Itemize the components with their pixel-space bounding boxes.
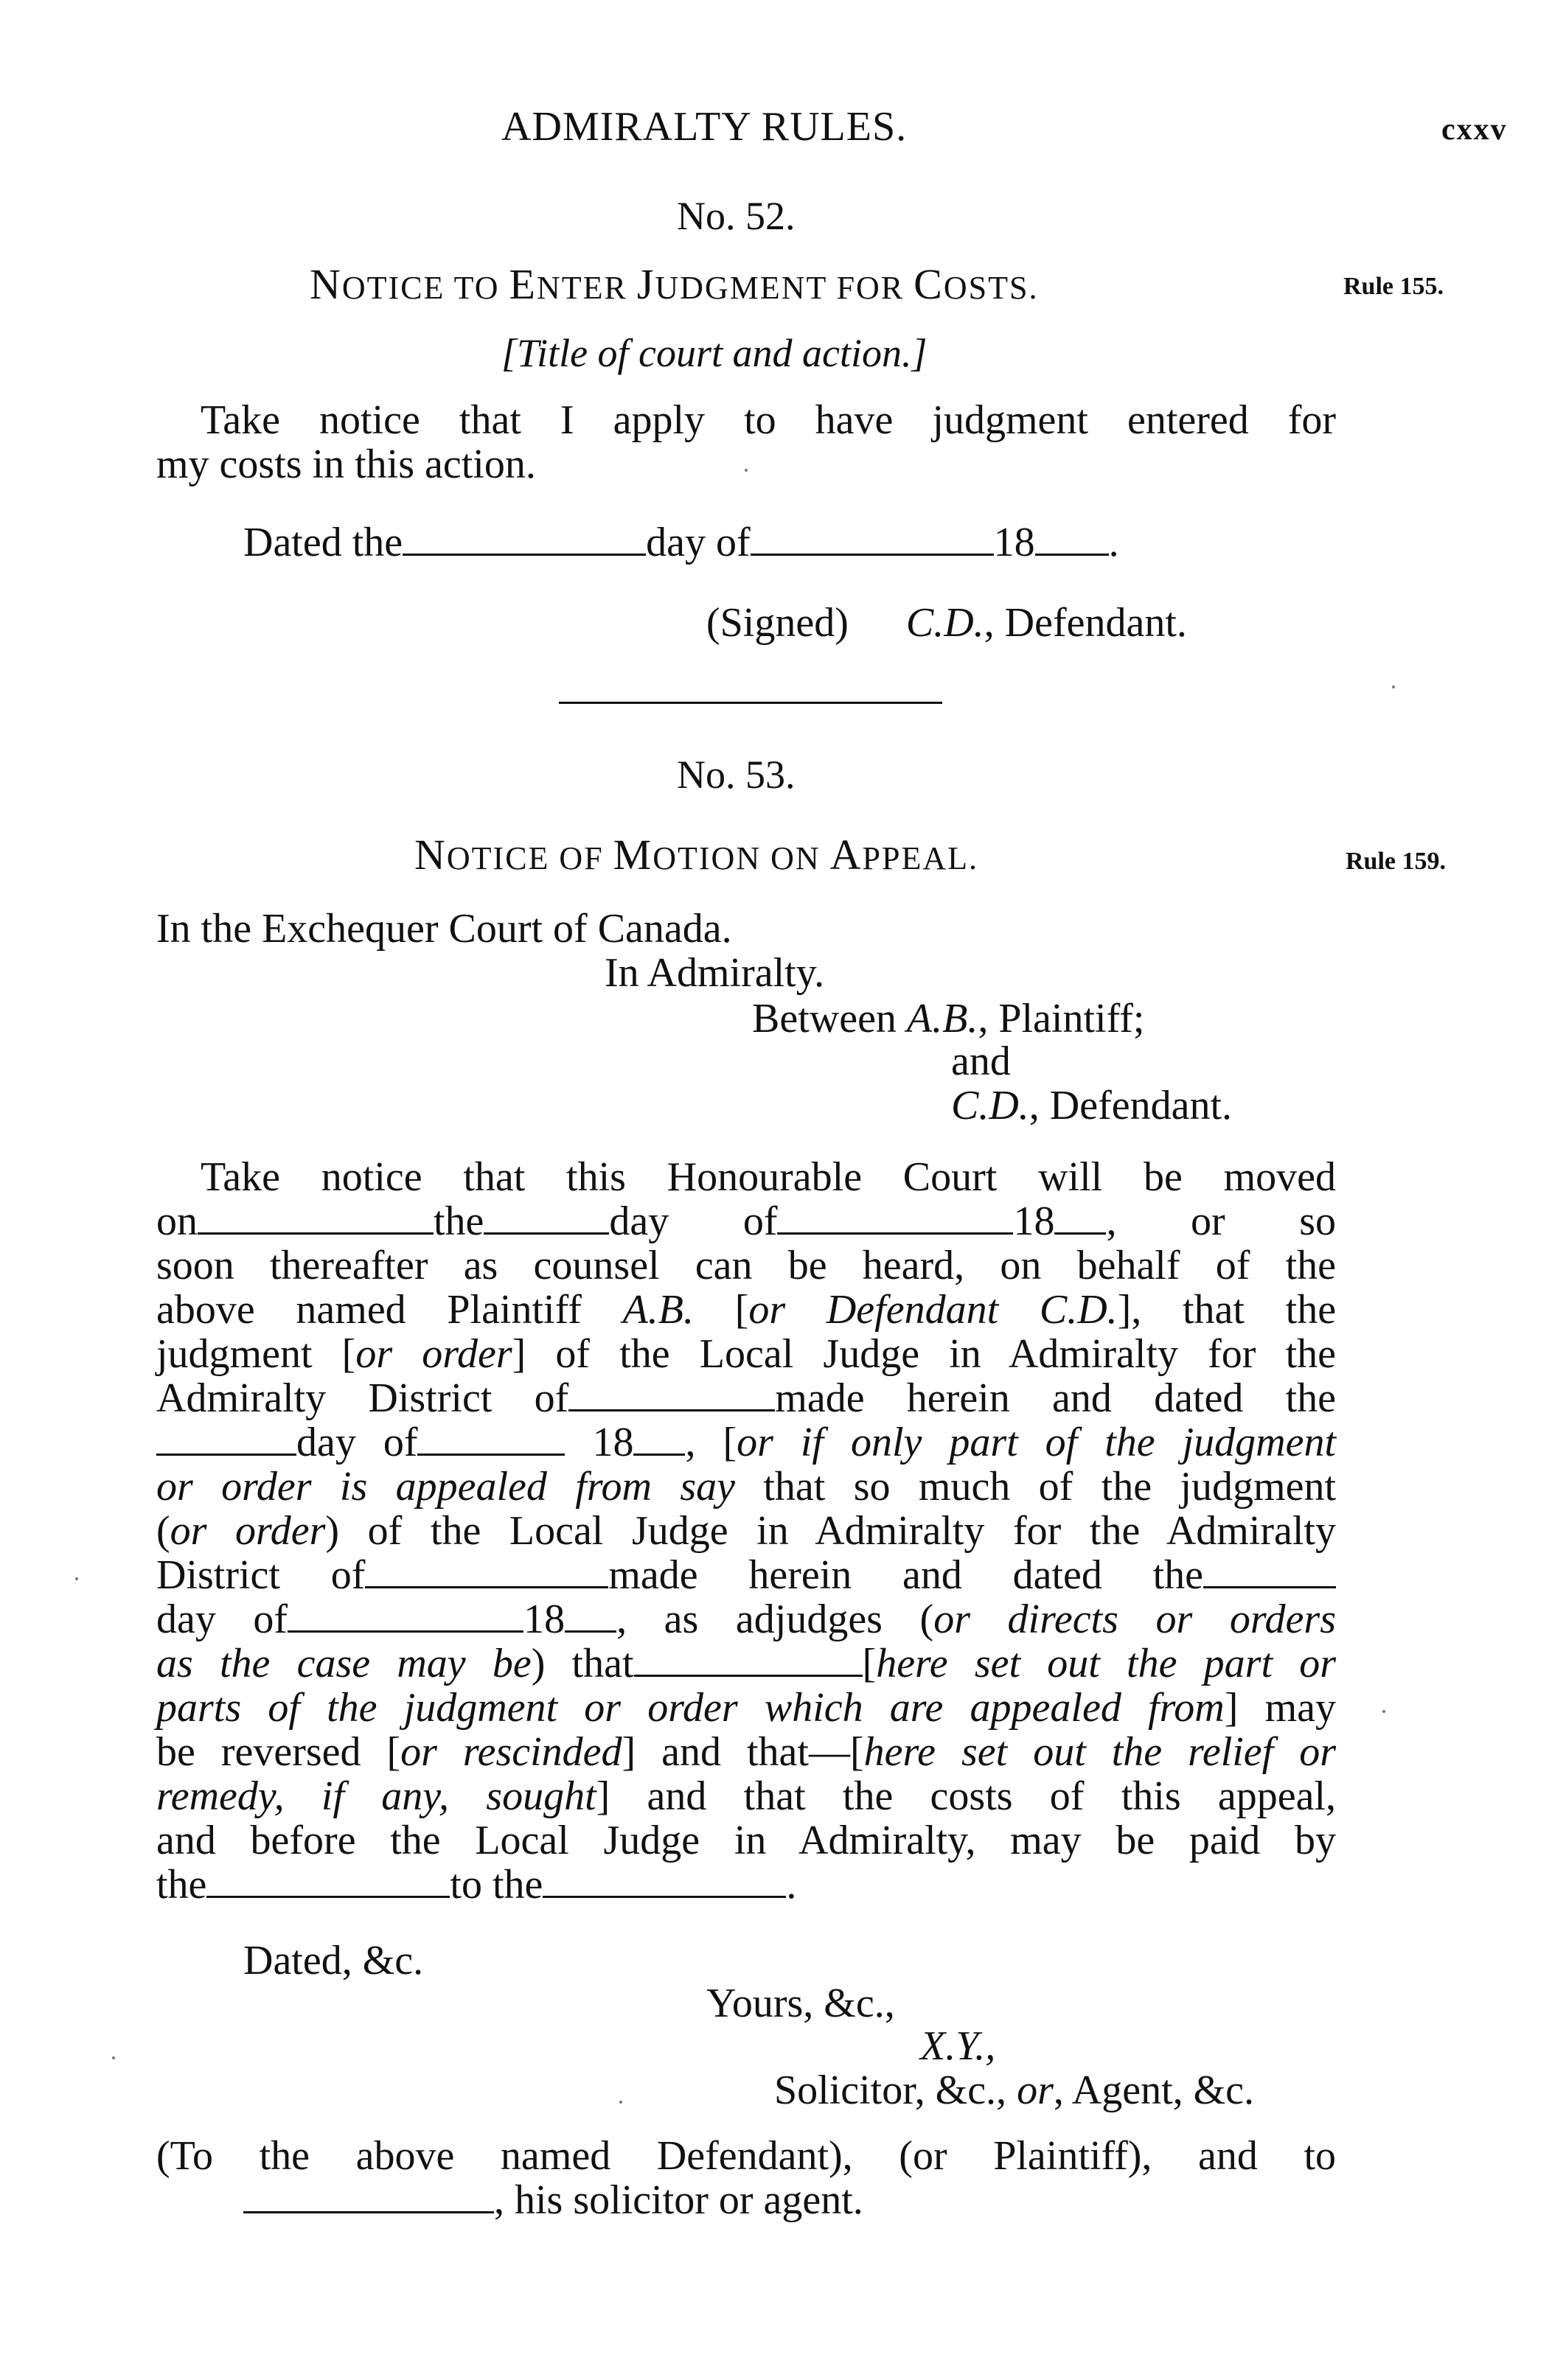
page-number: cxxv (1441, 113, 1508, 147)
blank (1203, 1554, 1336, 1588)
text-fragment: the (156, 1862, 207, 1908)
body-line-13 (156, 1686, 1336, 1731)
text-fragment: (or (899, 2133, 947, 2179)
blank (365, 1554, 608, 1588)
text-fragment: day of (296, 1420, 418, 1465)
form-52-dated-line (243, 520, 1119, 565)
scan-speck (1382, 1710, 1385, 1713)
blank (484, 1200, 609, 1235)
text-fragment: that (459, 397, 521, 443)
body-line-6 (156, 1376, 1336, 1421)
heading-rest: NTER (536, 270, 637, 306)
blank (634, 1642, 863, 1677)
body-line-9 (156, 1509, 1336, 1554)
text-fragment: or order (170, 1508, 326, 1554)
form-52-signature-line (706, 601, 1187, 646)
body-line-17 (156, 1863, 796, 1908)
text-fragment: have (815, 397, 894, 443)
text-fragment: the (259, 2133, 310, 2179)
text-fragment: 18 (523, 1596, 566, 1642)
text-fragment: C.D. (905, 600, 984, 646)
text-fragment: ] and that—[ (622, 1729, 864, 1775)
scan-speck (112, 2056, 115, 2059)
blank (565, 1598, 616, 1633)
body-line-2 (156, 1199, 1336, 1244)
year-blank (1035, 521, 1109, 556)
text-fragment: here set out the relief or (863, 1729, 1336, 1775)
body-line-15 (156, 1774, 1336, 1819)
text-fragment: of (742, 1198, 778, 1244)
text-fragment: above named Plaintiff (156, 1287, 582, 1333)
text-fragment: the (434, 1198, 484, 1244)
body-line-11 (156, 1597, 1336, 1642)
heading-rest: OSTS. (943, 270, 1039, 306)
text-fragment: I (560, 397, 574, 443)
text-fragment: to (744, 397, 776, 443)
form-53-heading (414, 830, 978, 879)
text-fragment: ( (156, 1508, 170, 1554)
heading-cap: A (829, 831, 863, 879)
body-line-14 (156, 1730, 1336, 1775)
form-52-para-line-2: my costs in this action. (156, 442, 536, 487)
blank (543, 1863, 786, 1898)
text-fragment: C.D. (1039, 1287, 1118, 1333)
parties-defendant (951, 1083, 1232, 1128)
text-fragment: day of (646, 520, 751, 565)
text-fragment: to (1304, 2133, 1337, 2179)
text-fragment: parts of the judgment or order which are appealed from (156, 1685, 1225, 1731)
text-fragment: to the (450, 1862, 543, 1908)
text-fragment: for (1287, 397, 1337, 443)
heading-cap: J (636, 260, 655, 308)
text-fragment: named (500, 2133, 611, 2179)
text-fragment: and (1197, 2133, 1258, 2179)
blank (156, 1421, 296, 1456)
text-fragment: A.B. (622, 1287, 695, 1333)
form-53-solicitor (774, 2068, 1254, 2113)
text-fragment: , Plaintiff; (978, 996, 1145, 1041)
text-fragment: . (1108, 520, 1119, 565)
text-fragment: or order (355, 1331, 512, 1377)
heading-rest: UDGMENT FOR (655, 270, 914, 306)
text-fragment: or order is appealed from say (156, 1464, 735, 1510)
text-fragment: , his solicitor or agent. (494, 2177, 863, 2223)
text-fragment: ) that (531, 1641, 634, 1686)
body-line-3: soon thereafter as counsel can be heard, on behalf of the (156, 1243, 1336, 1288)
month-blank (751, 521, 994, 556)
text-fragment: or directs or orders (933, 1596, 1336, 1642)
form-53-signer: X.Y., (920, 2023, 996, 2069)
heading-rest: OTICE OF (446, 840, 613, 876)
form-52-heading (310, 259, 1038, 309)
text-fragment: Defendant), (656, 2133, 853, 2179)
scan-speck (75, 1577, 78, 1580)
scan-speck (619, 2101, 622, 2104)
text-fragment: (Signed) (706, 600, 849, 646)
text-fragment: here set out the part or (876, 1641, 1337, 1686)
text-fragment: ) of the Local Judge in Admiralty for the Admiralty (325, 1508, 1336, 1554)
text-fragment: or if only part of the judgment (737, 1420, 1336, 1465)
body-line-12 (156, 1641, 1336, 1686)
text-fragment: made herein and dated the (775, 1375, 1336, 1421)
blank (206, 1863, 450, 1898)
text-fragment: , Agent, &c. (1053, 2067, 1255, 2113)
text-fragment: [ (862, 1641, 877, 1686)
form-53-to-line-1 (156, 2134, 1336, 2179)
form-52-number: No. 52. (677, 194, 796, 238)
body-line-1: Take notice that this Honourable Court will be moved (201, 1154, 1336, 1200)
heading-cap: N (310, 260, 342, 308)
body-line-16: and before the Local Judge in Admiralty, may be paid by (156, 1818, 1336, 1863)
text-fragment: ] and that the costs of this appeal, (596, 1773, 1336, 1819)
blank (633, 1421, 685, 1456)
text-fragment: apply (613, 397, 706, 443)
heading-rest: PPEAL. (862, 840, 979, 876)
text-fragment: Between (752, 996, 897, 1041)
text-fragment: (To (156, 2133, 213, 2179)
text-fragment: District of (156, 1552, 366, 1598)
blank (288, 1598, 523, 1633)
text-fragment: 18 (993, 520, 1035, 565)
text-fragment: , [ (685, 1420, 737, 1465)
court-division: In Admiralty. (605, 950, 825, 996)
parties-and: and (951, 1039, 1011, 1084)
body-line-5 (156, 1332, 1336, 1377)
text-fragment: Solicitor, &c., (774, 2067, 1017, 2113)
court-name: In the Exchequer Court of Canada. (156, 906, 732, 952)
section-divider (559, 702, 942, 704)
body-line-7 (156, 1420, 1336, 1465)
text-fragment: judgment (932, 397, 1088, 443)
blank (777, 1200, 1013, 1235)
text-fragment: made herein and dated the (608, 1552, 1203, 1598)
text-fragment: , Defendant. (1029, 1083, 1233, 1128)
text-fragment: , or (1106, 1198, 1225, 1244)
text-fragment: day of (156, 1596, 288, 1642)
text-fragment: [ (734, 1287, 749, 1333)
text-fragment: as the case may be (156, 1641, 532, 1686)
text-fragment: 18 (592, 1420, 634, 1465)
form-53-to-line-2 (243, 2178, 863, 2223)
scan-speck (1392, 685, 1395, 688)
heading-cap: N (414, 831, 447, 879)
text-fragment: that so much of the judgment (763, 1464, 1337, 1510)
form-52-rule-ref: Rule 155. (1343, 273, 1444, 300)
text-fragment: , Defendant. (984, 600, 1187, 646)
text-fragment: notice (319, 397, 420, 443)
text-fragment: Plaintiff), (993, 2133, 1152, 2179)
text-fragment: ], that the (1117, 1287, 1337, 1333)
blank (417, 1421, 565, 1456)
text-fragment: . (786, 1862, 797, 1908)
text-fragment: Take (201, 397, 281, 443)
text-fragment: on (156, 1198, 198, 1244)
text-fragment: above (355, 2133, 455, 2179)
blank (198, 1200, 434, 1235)
form-53-yours: Yours, &c., (706, 1981, 895, 2026)
heading-cap: M (613, 831, 653, 879)
scan-speck (745, 469, 748, 472)
text-fragment: judgment [ (156, 1331, 356, 1377)
text-fragment: C.D. (951, 1083, 1029, 1128)
body-line-4 (156, 1288, 1336, 1333)
blank (243, 2179, 494, 2213)
heading-rest: OTION ON (652, 840, 830, 876)
text-fragment: entered (1127, 397, 1249, 443)
form-53-number: No. 53. (677, 753, 796, 797)
text-fragment: A.B. (906, 996, 978, 1041)
heading-cap: C (914, 260, 944, 308)
text-fragment: so (1299, 1198, 1337, 1244)
text-fragment: ] may (1224, 1685, 1337, 1731)
text-fragment: Admiralty District of (156, 1375, 569, 1421)
text-fragment: 18 (1013, 1198, 1055, 1244)
heading-cap: E (509, 260, 537, 308)
text-fragment: ] of the Local Judge in Admiralty for the (512, 1331, 1336, 1377)
text-fragment: or Defendant (748, 1287, 999, 1333)
form-52-title-note: [Title of court and action.] (501, 331, 928, 375)
text-fragment: Dated the (243, 520, 403, 565)
text-fragment: day (609, 1198, 669, 1244)
form-53-rule-ref: Rule 159. (1346, 848, 1446, 875)
form-52-para-line-1 (201, 398, 1336, 443)
text-fragment: or rescinded (400, 1729, 622, 1775)
text-fragment: or (1017, 2067, 1054, 2113)
text-fragment: be reversed [ (156, 1729, 401, 1775)
date-blank (403, 521, 646, 556)
blank (1054, 1200, 1106, 1235)
form-53-dated: Dated, &c. (243, 1938, 424, 1983)
parties-plaintiff (752, 997, 1144, 1041)
text-fragment: remedy, if any, sought (156, 1773, 596, 1819)
text-fragment: , as adjudges ( (616, 1596, 934, 1642)
running-title: ADMIRALTY RULES. (501, 104, 908, 150)
body-line-10 (156, 1553, 1336, 1598)
blank (568, 1377, 775, 1411)
heading-rest: OTICE TO (341, 270, 509, 306)
body-line-8 (156, 1465, 1336, 1510)
